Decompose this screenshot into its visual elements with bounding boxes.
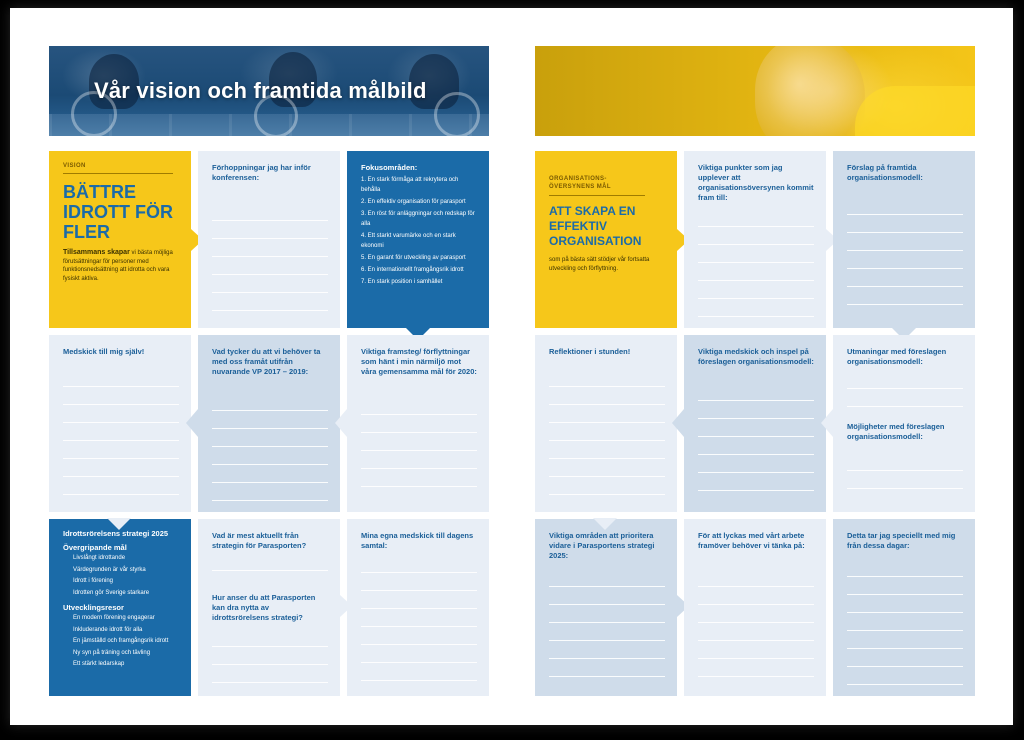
current-question: Vad är mest aktuellt från strategin för Parasporten? (212, 531, 307, 550)
writing-lines[interactable] (698, 383, 814, 502)
brochure-spread (10, 8, 1013, 725)
arrow-left-icon (672, 409, 684, 437)
goal-title: ATT SKAPA EN EFFEKTIV ORGANISATION (549, 204, 642, 248)
writing-lines[interactable] (361, 397, 477, 502)
focus-item: 3. En röst för anläggningar och redskap för alla (361, 211, 475, 227)
success-prompt: För att lyckas med vårt arbete framöver behöver vi tänka på: (698, 531, 805, 550)
vision-tag: VISION (63, 163, 86, 169)
own-notes-card (347, 519, 489, 696)
arrow-down-icon (593, 518, 617, 530)
focus-title: Fokusområden: (361, 163, 418, 172)
self-note-prompt: Medskick till mig själv! (63, 347, 145, 356)
left-page (49, 46, 489, 687)
vp-card (198, 335, 340, 512)
writing-lines[interactable] (847, 197, 963, 318)
challenges-prompt: Utmaningar med föreslagen organisationsmodell: (847, 347, 947, 366)
goal-tag: ORGANISATIONS-ÖVERSYNENS MÅL (549, 176, 611, 190)
inputs-card (684, 335, 826, 512)
priorities-card (535, 519, 677, 696)
strategy-questions-card (198, 519, 340, 696)
progress-card (347, 335, 489, 512)
goal-item: Livslångt idrottande (73, 555, 126, 561)
focus-item: 4. Ett starkt varumärke och en stark ekonomi (361, 233, 456, 249)
vp-question: Vad tycker du att vi behöver ta med oss framåt utifrån nuvarande VP 2017 – 2019: (212, 347, 321, 376)
opportunities-prompt: Möjligheter med föreslagen organisationsmodell: (847, 422, 945, 441)
writing-lines[interactable] (847, 559, 963, 686)
priorities-prompt: Viktiga områden att prioritera vidare i Parasportens strategi 2025: (549, 531, 655, 560)
strategy-title: Idrottsrörelsens strategi 2025 (63, 529, 169, 538)
challenges-card (833, 335, 975, 512)
vision-text: Tillsammans skapar vi bästa möjliga förutsättningar för personer med funktionsnedsättning att idrotta och vara fysiskt aktiva. (63, 249, 173, 282)
focus-item: 5. En garant för utveckling av parasport (361, 255, 466, 261)
goal-card (535, 151, 677, 328)
focus-item: 1. En stark förmåga att rekrytera och behålla (361, 177, 459, 193)
goal-item: Värdegrunden är vår styrka (73, 566, 146, 573)
writing-lines[interactable] (847, 371, 963, 412)
journey-item: En jämställd och framgångsrik idrott (73, 638, 169, 644)
writing-lines[interactable] (847, 453, 963, 502)
journey-item: Ett stärkt ledarskap (73, 661, 125, 667)
goals-heading: Övergripande mål (63, 543, 127, 552)
arrow-left-icon (821, 409, 833, 437)
strategy-card (49, 519, 191, 696)
writing-lines[interactable] (212, 553, 328, 586)
progress-question: Viktiga framsteg/ förflyttningar som hänt i min närmiljö mot våra gemensamma mål för 2020: (361, 347, 477, 376)
own-notes-prompt: Mina egna medskick till dagens samtal: (361, 531, 474, 550)
writing-lines[interactable] (361, 555, 477, 686)
arrow-left-icon (335, 409, 347, 437)
vision-card (49, 151, 191, 328)
journey-item: Ny syn på träning och tävling (73, 649, 151, 656)
writing-lines[interactable] (212, 393, 328, 502)
takeaway-card (833, 519, 975, 696)
writing-lines[interactable] (212, 629, 328, 686)
arrow-left-icon (186, 409, 198, 437)
writing-lines[interactable] (698, 209, 814, 318)
writing-lines[interactable] (549, 369, 665, 502)
right-page (535, 46, 975, 687)
goal-item: Idrott i förening (73, 578, 114, 584)
reflections-prompt: Reflektioner i stunden! (549, 347, 631, 356)
writing-lines[interactable] (63, 369, 179, 502)
arrow-down-icon (107, 518, 131, 530)
journey-item: En modern förening engagerar (73, 615, 155, 621)
hopes-card (198, 151, 340, 328)
page-title: Vår vision och framtida målbild (94, 78, 427, 103)
focus-item: 7. En stark position i samhället (361, 279, 443, 285)
reflections-card (535, 335, 677, 512)
focus-item: 2. En effektiv organisation för parasport (361, 199, 466, 205)
success-card (684, 519, 826, 696)
goal-item: Idrotten gör Sverige starkare (73, 589, 150, 596)
vision-title: BÄTTRE IDROTT FÖR FLER (63, 182, 173, 242)
writing-lines[interactable] (549, 569, 665, 686)
writing-lines[interactable] (698, 569, 814, 686)
goal-text: som på bästa sätt stödjer vår fortsatta utveckling och förflyttning. (549, 257, 650, 272)
proposal-card (833, 151, 975, 328)
benefit-question: Hur anser du att Parasporten kan dra nytta av idrottsrörelsens strategi? (212, 593, 316, 622)
journeys-heading: Utvecklingsresor (63, 603, 124, 612)
focus-card (347, 151, 489, 328)
focus-item: 6. En internationellt framgångsrik idrott (361, 267, 464, 273)
important-points-prompt: Viktiga punkter som jag upplever att organisationsöversynen kommit fram till: (698, 163, 814, 202)
writing-lines[interactable] (212, 203, 328, 318)
athlete-photo-banner (535, 46, 975, 136)
athletes-banner (49, 46, 489, 136)
important-points-card (684, 151, 826, 328)
hopes-prompt: Förhoppningar jag har inför konferensen: (212, 163, 311, 182)
takeaway-prompt: Detta tar jag speciellt med mig från dessa dagar: (847, 531, 956, 550)
journey-item: Inkluderande idrott för alla (73, 626, 143, 633)
inputs-prompt: Viktiga medskick och inspel på föreslagen organisationsmodell: (698, 347, 814, 366)
proposal-prompt: Förslag på framtida organisationsmodell: (847, 163, 923, 182)
self-note-card (49, 335, 191, 512)
